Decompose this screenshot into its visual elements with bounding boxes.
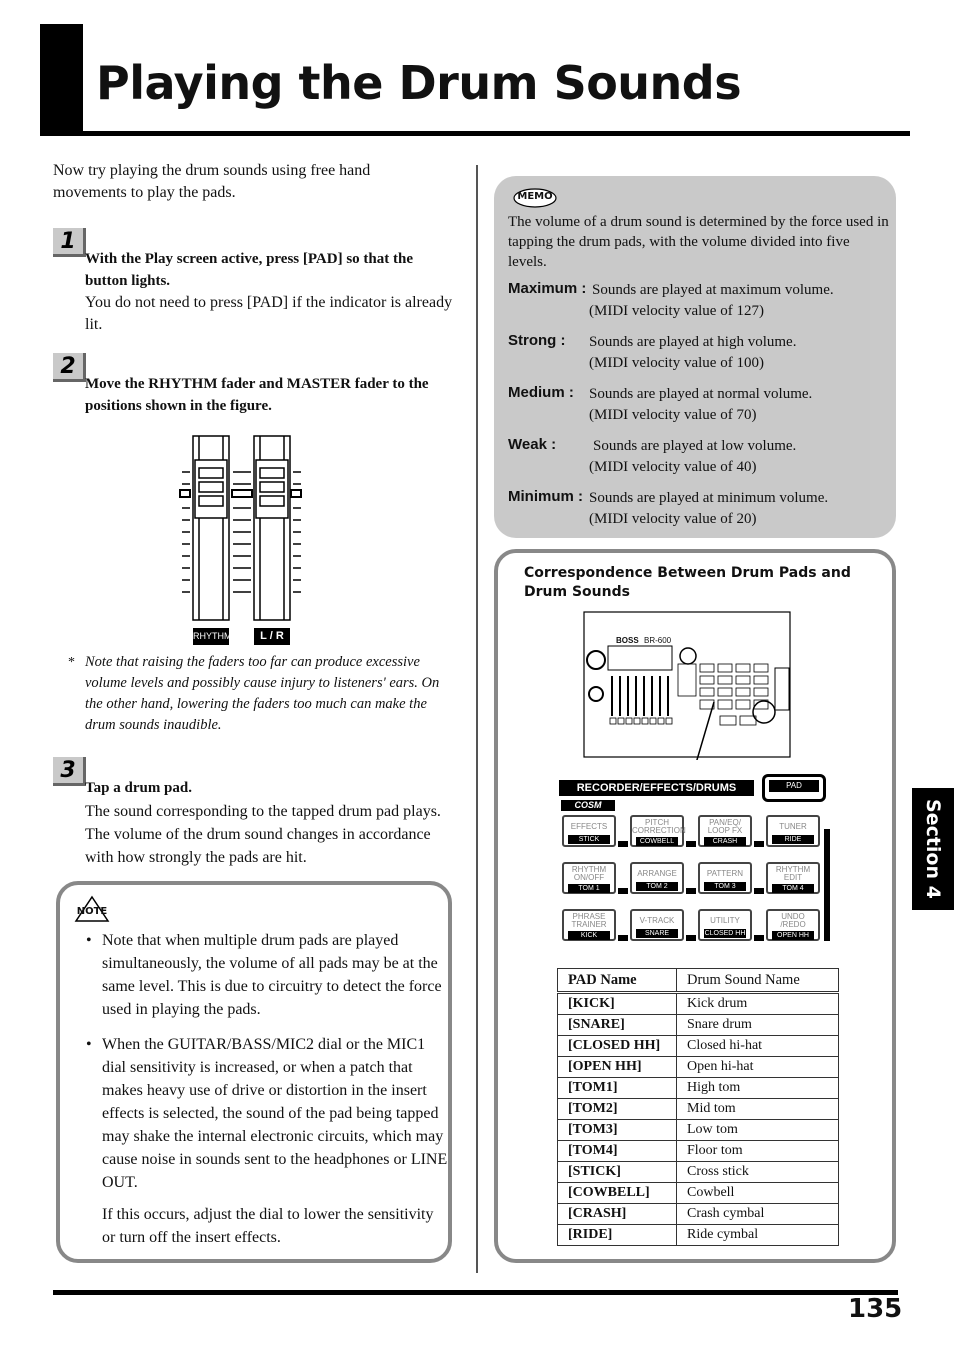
pad-kick[interactable] <box>562 909 616 941</box>
memo-intro: The volume of a drum sound is determined by the force used in tapping the drum pads, with the volume divided into five levels. <box>508 214 889 270</box>
pad-function: UNDO /REDO <box>780 912 806 929</box>
pad-tom1[interactable] <box>562 862 616 894</box>
step-2-number: 2 <box>53 353 86 382</box>
memo-icon-label: MEMO <box>517 191 553 202</box>
pad-cowbell[interactable] <box>630 815 684 847</box>
sound-name: Open hi-hat <box>677 1057 839 1078</box>
pad-tom2[interactable] <box>630 862 684 894</box>
pad-connector <box>618 888 628 894</box>
pad-name: [OPEN HH] <box>558 1057 677 1078</box>
pad-name: [TOM1] <box>558 1078 677 1099</box>
level-label: Minimum : <box>508 488 583 505</box>
rhythm-fader-label: RHYTHM <box>193 628 229 645</box>
level-minimum <box>508 488 893 540</box>
note-bullet-1 <box>86 929 448 1021</box>
pad-grid <box>560 815 840 945</box>
device-illustration <box>580 608 796 760</box>
pad-connector <box>686 935 696 941</box>
title-rule <box>40 131 910 136</box>
pad-function: TUNER <box>779 822 807 831</box>
level-label: Maximum : <box>508 280 587 297</box>
pad-name: [TOM2] <box>558 1099 677 1120</box>
pad-name: [SNARE] <box>558 1015 677 1036</box>
sound-name: Cross stick <box>677 1162 839 1183</box>
section-tab-label: Section 4 <box>922 799 944 899</box>
level-label: Medium : <box>508 384 574 401</box>
bullet-dot: • <box>86 932 92 949</box>
table-header-row <box>558 969 839 993</box>
sound-name: Closed hi-hat <box>677 1036 839 1057</box>
step-1-number: 1 <box>53 228 86 257</box>
pad-mode-button[interactable] <box>762 774 826 802</box>
pad-function: UTILITY <box>710 916 740 925</box>
level-desc: Sounds are played at high volume. <box>589 334 797 350</box>
step-3-instruction: Tap a drum pad. <box>85 780 192 796</box>
pad-connector <box>618 841 628 847</box>
level-desc: Sounds are played at normal volume. <box>589 386 813 402</box>
level-weak <box>508 436 893 488</box>
level-midi: (MIDI velocity value of 70) <box>589 407 757 423</box>
pad-button-label: PAD <box>769 780 819 792</box>
pad-tag: STICK <box>568 835 610 844</box>
note-icon-label: NOTE <box>76 906 108 917</box>
pad-snare[interactable] <box>630 909 684 941</box>
correspondence-heading <box>524 564 851 602</box>
table-row <box>558 1015 839 1036</box>
master-fader-label: L / R <box>254 628 290 645</box>
pad-function: V-TRACK <box>639 916 675 925</box>
level-medium <box>508 384 893 436</box>
note-content <box>86 929 448 1249</box>
level-strong <box>508 332 893 384</box>
intro-text: Now try playing the drum sounds using free hand movements to play the pads. <box>53 162 371 201</box>
pad-tag: SNARE <box>636 929 678 938</box>
pad-name: [CRASH] <box>558 1204 677 1225</box>
table-row <box>558 1141 839 1162</box>
level-maximum <box>508 280 893 332</box>
level-midi: (MIDI velocity value of 127) <box>589 303 764 319</box>
table-row <box>558 1162 839 1183</box>
note-bullet-1-text: Note that when multiple drum pads are played simultaneously, the volume of all pads may be at the same level. This is due to circuitry to detect the force used in playing the pads. <box>102 932 442 1018</box>
sound-name: Floor tom <box>677 1141 839 1162</box>
pad-open-hh[interactable] <box>766 909 820 941</box>
pad-function: PAN/EQ/ LOOP FX <box>707 818 743 835</box>
level-desc: Sounds are played at minimum volume. <box>589 490 829 506</box>
step-2-instruction: Move the RHYTHM fader and MASTER fader to the positions shown in the figure. <box>85 376 429 414</box>
step-1-detail: You do not need to press [PAD] if the indicator is already lit. <box>85 294 453 333</box>
pad-function: PITCH CORRECTION <box>632 818 686 835</box>
footer-rule <box>53 1290 898 1295</box>
level-label: Strong : <box>508 332 566 349</box>
pad-ride[interactable] <box>766 815 820 847</box>
heading-line-1: Correspondence Between Drum Pads and <box>524 565 851 581</box>
pad-tom4[interactable] <box>766 862 820 894</box>
pad-function: EFFECTS <box>570 822 608 831</box>
pad-function: RHYTHM EDIT <box>775 865 811 882</box>
pad-name: [RIDE] <box>558 1225 677 1246</box>
table-row <box>558 1204 839 1225</box>
caution-text: Note that raising the faders too far can produce excessive volume levels and possibly cause injury to listeners' ears. On the other hand, lowering the faders too much can make the drum sounds inaudible. <box>85 654 440 733</box>
level-midi: (MIDI velocity value of 100) <box>589 355 764 371</box>
level-midi: (MIDI velocity value of 20) <box>589 511 757 527</box>
pad-name: [COWBELL] <box>558 1183 677 1204</box>
pad-name: [STICK] <box>558 1162 677 1183</box>
sound-name: Kick drum <box>677 993 839 1015</box>
column-divider <box>476 165 478 1273</box>
heading-line-2: Drum Sounds <box>524 584 630 600</box>
sound-name: Low tom <box>677 1120 839 1141</box>
sound-name: Snare drum <box>677 1015 839 1036</box>
pad-tag: TOM 1 <box>568 884 610 893</box>
memo-level-list <box>508 280 893 540</box>
title-bar <box>40 24 83 134</box>
pad-tag: TOM 2 <box>636 882 678 891</box>
pad-function: PATTERN <box>706 869 744 878</box>
sound-name: Mid tom <box>677 1099 839 1120</box>
pad-tag: RIDE <box>772 835 814 844</box>
pad-connector <box>686 841 696 847</box>
pad-function: RHYTHM ON/OFF <box>571 865 607 882</box>
table-row <box>558 1120 839 1141</box>
step-3 <box>85 777 445 869</box>
caution-mark: * <box>68 655 75 670</box>
rhythm-fader <box>193 436 229 620</box>
pad-name: [TOM4] <box>558 1141 677 1162</box>
table-row <box>558 1057 839 1078</box>
step-1-instruction: With the Play screen active, press [PAD] so that the button lights. <box>85 251 414 289</box>
table-row <box>558 1078 839 1099</box>
pad-tag: TOM 3 <box>704 882 746 891</box>
pad-tag: CLOSED HH <box>704 930 746 937</box>
device-brand: BOSS <box>616 636 639 645</box>
note-bullet-2-text: When the GUITAR/BASS/MIC2 dial or the MIC1 dial sensitivity is increased, or when a patch that makes heavy use of drive or distortion in the insert effects is selected, the sound of the pad being tapped may shake the internal electronic circuits, which may cause noise in sounds sent to the headphones or LINE OUT. <box>102 1036 448 1191</box>
sound-name: Ride cymbal <box>677 1225 839 1246</box>
table-row <box>558 1036 839 1057</box>
device-model: BR-600 <box>644 636 672 645</box>
pad-crash[interactable] <box>698 815 752 847</box>
pad-name: [CLOSED HH] <box>558 1036 677 1057</box>
cosm-logo: COSM <box>561 800 615 811</box>
panel-header: RECORDER/EFFECTS/DRUMS <box>559 780 754 796</box>
pad-connector <box>754 935 764 941</box>
step-1 <box>85 248 455 336</box>
sound-name: High tom <box>677 1078 839 1099</box>
pad-tag: COWBELL <box>636 837 678 846</box>
pad-connector <box>754 841 764 847</box>
note-bullet-2 <box>86 1033 448 1194</box>
pad-side-bar <box>824 829 830 941</box>
step-3-number: 3 <box>53 757 86 786</box>
pad-tag: OPEN HH <box>772 931 814 940</box>
sound-name: Crash cymbal <box>677 1204 839 1225</box>
pad-tag: TOM 4 <box>772 884 814 893</box>
table-row <box>558 1225 839 1246</box>
pad-name: [TOM3] <box>558 1120 677 1141</box>
table-header-sound: Drum Sound Name <box>677 969 839 993</box>
level-desc: Sounds are played at maximum volume. <box>592 282 834 298</box>
level-label: Weak : <box>508 436 557 453</box>
pad-stick[interactable] <box>562 815 616 847</box>
pad-tag: CRASH <box>704 837 746 846</box>
pad-connector <box>686 888 696 894</box>
pad-function: ARRANGE <box>637 869 677 878</box>
pad-sound-table <box>557 968 839 1246</box>
pad-tag: KICK <box>568 931 610 940</box>
pad-connector <box>754 888 764 894</box>
pad-connector <box>618 935 628 941</box>
table-row <box>558 993 839 1015</box>
sound-name: Cowbell <box>677 1183 839 1204</box>
pad-closed-hh[interactable] <box>698 909 752 941</box>
table-row <box>558 1099 839 1120</box>
pad-function: PHRASE TRAINER <box>571 912 607 929</box>
fader-figure <box>175 430 310 650</box>
pad-tom3[interactable] <box>698 862 752 894</box>
page-number: 135 <box>848 1294 903 1324</box>
bullet-dot: • <box>86 1036 92 1053</box>
master-fader <box>254 436 290 620</box>
level-desc: Sounds are played at low volume. <box>593 438 797 454</box>
pad-name: [KICK] <box>558 993 677 1015</box>
table-row <box>558 1183 839 1204</box>
page-title: Playing the Drum Sounds <box>96 56 742 110</box>
step-3-detail: The sound corresponding to the tapped drum pad plays. The volume of the drum sound changes in accordance with how strongly the pads are hit. <box>85 803 441 866</box>
table-header-pad: PAD Name <box>558 969 677 993</box>
level-midi: (MIDI velocity value of 40) <box>589 459 757 475</box>
note-after-text: If this occurs, adjust the dial to lower the sensitivity or turn off the insert effects. <box>102 1206 434 1246</box>
